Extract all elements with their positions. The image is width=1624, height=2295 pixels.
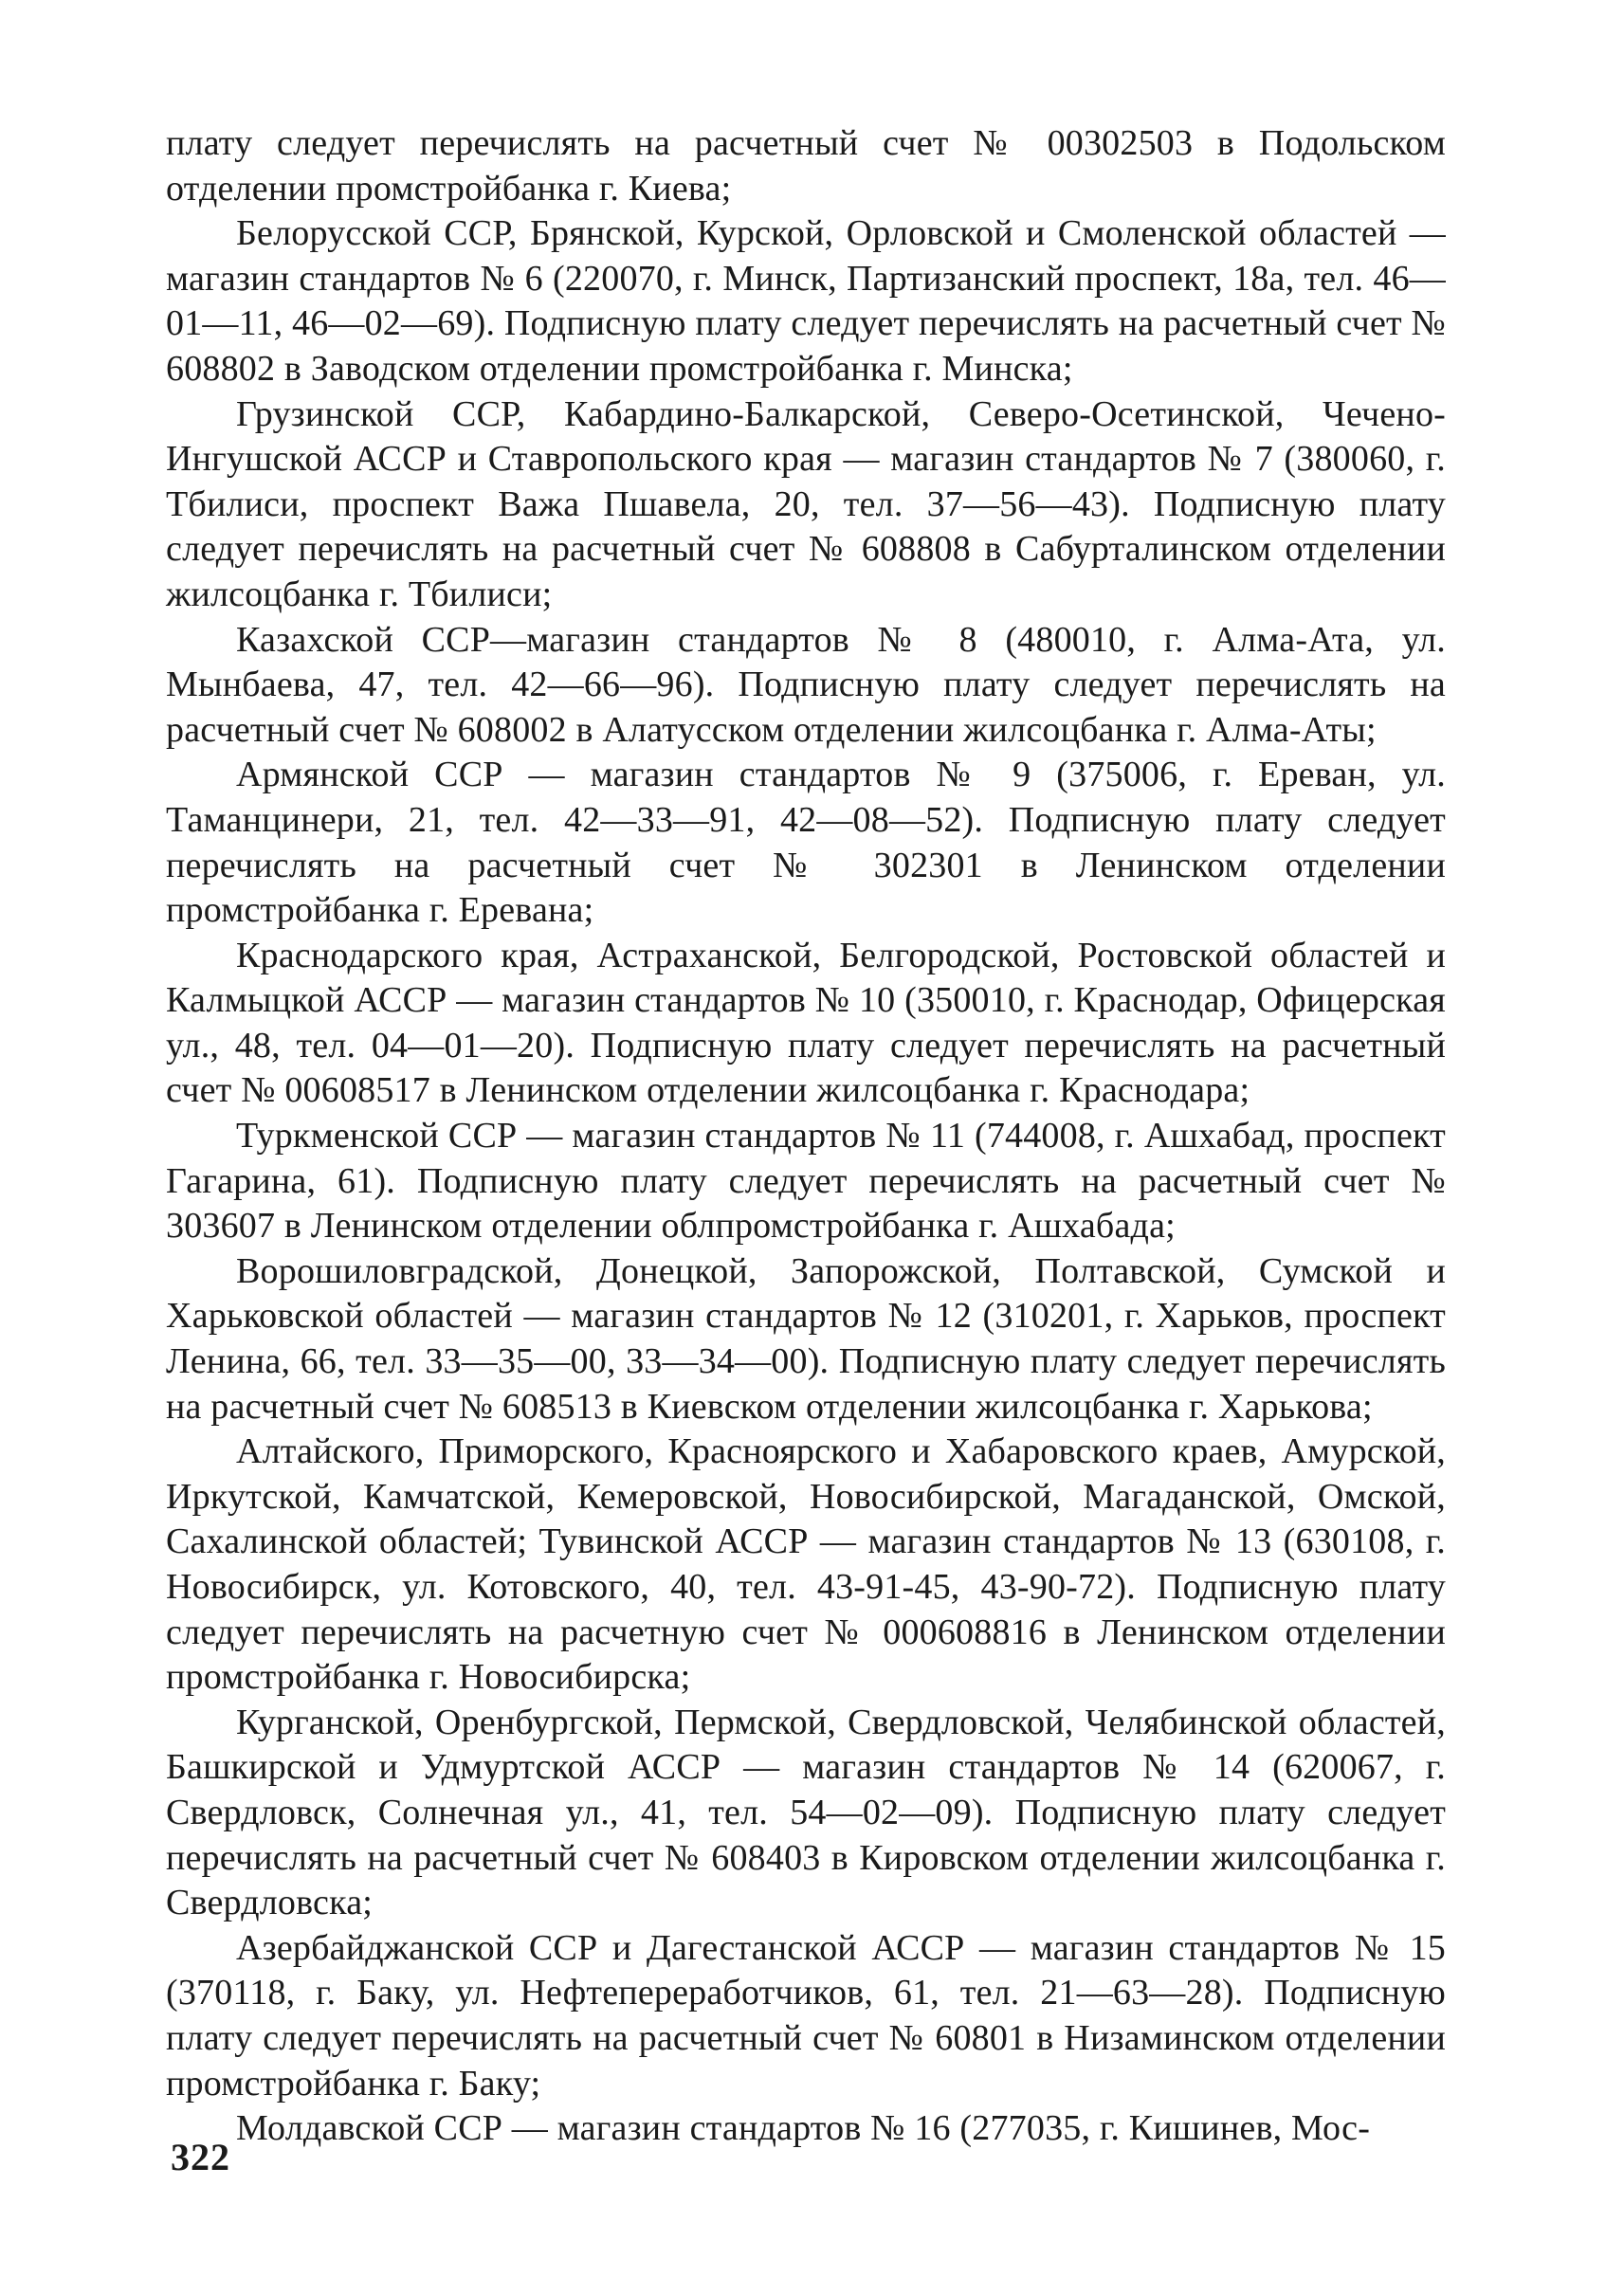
paragraph-georgian-ssr: Грузинской ССР, Кабардино-Балкарской, Северо-Осетинской, Чечено-Ингушской АССР и Ставропольского края — магазин стандартов № 7 (380060, г. Тбилиси, проспект Важа Пшавела, 20, тел. 37—56—43). Подписную плату следует перечислять на расчетный счет № 608808 в Сабурталинском отделении жилсоцбанка г. Тбилиси; [166,393,1446,614]
paragraph-kazakh-ssr: Казахской ССР—магазин стандартов № 8 (480010, г. Алма-Ата, ул. Мынбаева, 47, тел. 42—66—96). Подписную плату следует перечислять на расчетный счет № 608002 в Алатусском отделении жилсоцбанка г. Алма-Аты; [166,619,1446,750]
paragraph-altai-krai: Алтайского, Приморского, Красноярского и Хабаровского краев, Амурской, Иркутской, Камчатской, Кемеровской, Новосибирской, Магаданской, Омской, Сахалинской областей; Тувинской АССР — магазин стандартов № 13 (630108, г. Новосибирск, ул. Котовского, 40, тел. 43-91-45, 43-90-72). Подписную плату следует перечислять на расчетную счет № 000608816 в Ленинском отделении промстройбанка г. Новосибирска; [166,1431,1446,1698]
paragraph-armenian-ssr: Армянской ССР — магазин стандартов № 9 (375006, г. Ереван, ул. Таманцинери, 21, тел. 42—33—91, 42—08—52). Подписную плату следует перечислять на расчетный счет № 302301 в Ленинском отделении промстройбанка г. Еревана; [166,755,1446,931]
paragraph-continuation: плату следует перечислять на расчетный счет № 00302503 в Подольском отделении промстройбанка г. Киева; [166,123,1446,209]
paragraph-voroshilovgrad: Ворошиловградской, Донецкой, Запорожской, Полтавской, Сумской и Харьковской областей — магазин стандартов № 12 (310201, г. Харьков, проспект Ленина, 66, тел. 33—35—00, 33—34—00). Подписную плату следует перечислять на расчетный счет № 608513 в Киевском отделении жилсоцбанка г. Харькова; [166,1250,1446,1427]
paragraph-belorussian-ssr: Белорусской ССР, Брянской, Курской, Орловской и Смоленской областей — магазин стандартов № 6 (220070, г. Минск, Партизанский проспект, 18а, тел. 46—01—11, 46—02—69). Подписную плату следует перечислять на расчетный счет № 608802 в Заводском отделении промстройбанка г. Минска; [166,213,1446,389]
document-page [166,121,1446,2152]
paragraph-krasnodar-krai: Краснодарского края, Астраханской, Белгородской, Ростовской областей и Калмыцкой АССР — магазин стандартов № 10 (350010, г. Краснодар, Офицерская ул., 48, тел. 04—01—20). Подписную плату следует перечислять на расчетный счет № 00608517 в Ленинском отделении жилсоцбанка г. Краснодара; [166,935,1446,1111]
paragraph-turkmen-ssr: Туркменской ССР — магазин стандартов № 11 (744008, г. Ашхабад, проспект Гагарина, 61). Подписную плату следует перечислять на расчетный счет № 303607 в Ленинском отделении облпромстройбанка г. Ашхабада; [166,1116,1446,1247]
paragraph-kurgan: Курганской, Оренбургской, Пермской, Свердловской, Челябинской областей, Башкирской и Удмуртской АССР — магазин стандартов № 14 (620067, г. Свердловск, Солнечная ул., 41, тел. 54—02—09). Подписную плату следует перечислять на расчетный счет № 608403 в Кировском отделении жилсоцбанка г. Свердловска; [166,1702,1446,1923]
paragraph-moldavian-ssr: Молдавской ССР — магазин стандартов № 16 (277035, г. Кишинев, Мос- [236,2108,1371,2149]
paragraph-azerbaijan-ssr: Азербайджанской ССР и Дагестанской АССР — магазин стандартов № 15 (370118, г. Баку, ул. Нефтепереработчиков, 61, тел. 21—63—28). Подписную плату следует перечислять на расчетный счет № 60801 в Низаминском отделении промстройбанка г. Баку; [166,1927,1446,2104]
page-number: 322 [171,2136,230,2178]
